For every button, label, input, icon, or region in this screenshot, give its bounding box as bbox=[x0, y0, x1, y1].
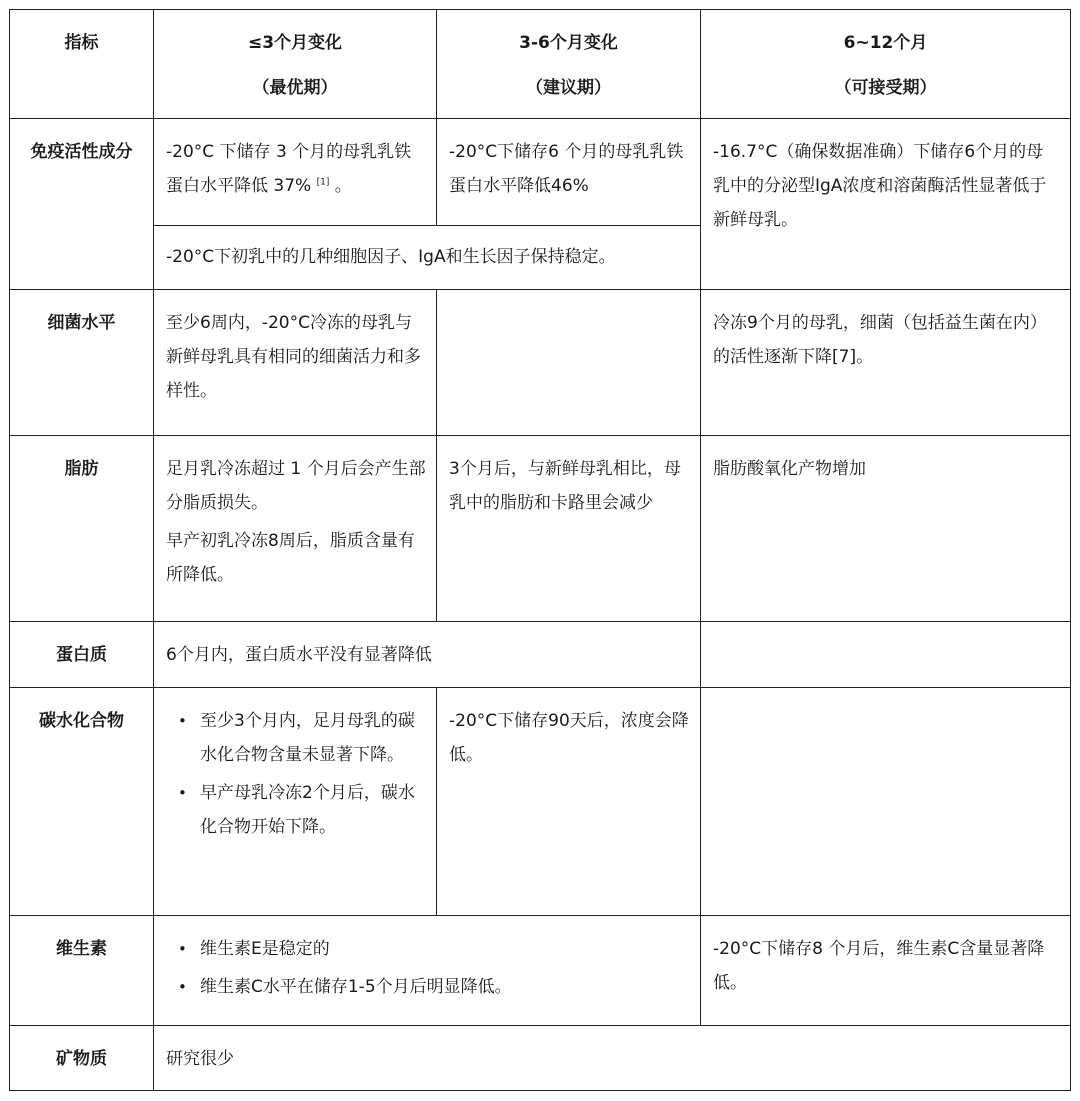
header-indicator: 指标 bbox=[10, 10, 154, 119]
list-item: • 至少3个月内，足月母乳的碳水化合物含量未显著下降。 bbox=[178, 704, 426, 772]
row-label-carbs: 碳水化合物 bbox=[10, 688, 154, 916]
list-item: • 维生素C水平在储存1-5个月后明显降低。 bbox=[178, 970, 690, 1004]
table-row-immune bbox=[10, 119, 1071, 226]
row-label-minerals: 矿物质 bbox=[10, 1026, 154, 1091]
table-row-bacteria bbox=[10, 290, 1071, 436]
cell-carbs-3-6: -20°C下储存90天后，浓度会降低。 bbox=[437, 688, 701, 916]
header-col-0-3-months: ≤3个月变化 （最优期） bbox=[154, 10, 437, 119]
header-col-3-6-months: 3-6个月变化 （建议期） bbox=[437, 10, 701, 119]
cell-protein-0-6: 6个月内，蛋白质水平没有显著降低 bbox=[154, 622, 701, 688]
cell-immune-0-6: -20°C下初乳中的几种细胞因子、IgA和生长因子保持稳定。 bbox=[154, 226, 701, 290]
cell-bacteria-6-12: 冷冻9个月的母乳，细菌（包括益生菌在内）的活性逐渐下降[7]。 bbox=[701, 290, 1071, 436]
table-row-vitamins bbox=[10, 916, 1071, 1026]
list-item: • 早产母乳冷冻2个月后，碳水化合物开始下降。 bbox=[178, 776, 426, 844]
cell-vitamins-0-6 bbox=[154, 916, 701, 1026]
table-row-carbs bbox=[10, 688, 1071, 916]
cell-bacteria-0-3: 至少6周内，-20°C冷冻的母乳与新鲜母乳具有相同的细菌活力和多样性。 bbox=[154, 290, 437, 436]
list-item: • 维生素E是稳定的 bbox=[178, 932, 690, 966]
storage-changes-table bbox=[9, 9, 1071, 1091]
row-label-protein: 蛋白质 bbox=[10, 622, 154, 688]
cell-carbs-0-3 bbox=[154, 688, 437, 916]
table-row-fat bbox=[10, 436, 1071, 622]
row-label-vitamins: 维生素 bbox=[10, 916, 154, 1026]
cell-carbs-6-12 bbox=[701, 688, 1071, 916]
cell-fat-6-12: 脂肪酸氧化产物增加 bbox=[701, 436, 1071, 622]
cell-fat-3-6: 3个月后，与新鲜母乳相比，母乳中的脂肪和卡路里会减少 bbox=[437, 436, 701, 622]
cell-minerals: 研究很少 bbox=[154, 1026, 1071, 1091]
row-label-immune: 免疫活性成分 bbox=[10, 119, 154, 290]
cell-immune-3-6: -20°C下储存6 个月的母乳乳铁蛋白水平降低46% bbox=[437, 119, 701, 226]
row-label-fat: 脂肪 bbox=[10, 436, 154, 622]
cell-immune-0-3: -20°C 下储存 3 个月的母乳乳铁蛋白水平降低 37% [1] 。 bbox=[154, 119, 437, 226]
cell-protein-6-12 bbox=[701, 622, 1071, 688]
cell-fat-0-3: 足月乳冷冻超过 1 个月后会产生部分脂质损失。 早产初乳冷冻8周后，脂质含量有所降低。 bbox=[154, 436, 437, 622]
cell-bacteria-3-6 bbox=[437, 290, 701, 436]
header-row bbox=[10, 10, 1071, 119]
header-col-6-12-months: 6~12个月 （可接受期） bbox=[701, 10, 1071, 119]
cell-immune-6-12: -16.7°C（确保数据准确）下储存6个月的母乳中的分泌型IgA浓度和溶菌酶活性显著低于新鲜母乳。 bbox=[701, 119, 1071, 290]
table-row-protein bbox=[10, 622, 1071, 688]
cell-vitamins-6-12: -20°C下储存8 个月后，维生素C含量显著降低。 bbox=[701, 916, 1071, 1026]
table-row-minerals bbox=[10, 1026, 1071, 1091]
row-label-bacteria: 细菌水平 bbox=[10, 290, 154, 436]
